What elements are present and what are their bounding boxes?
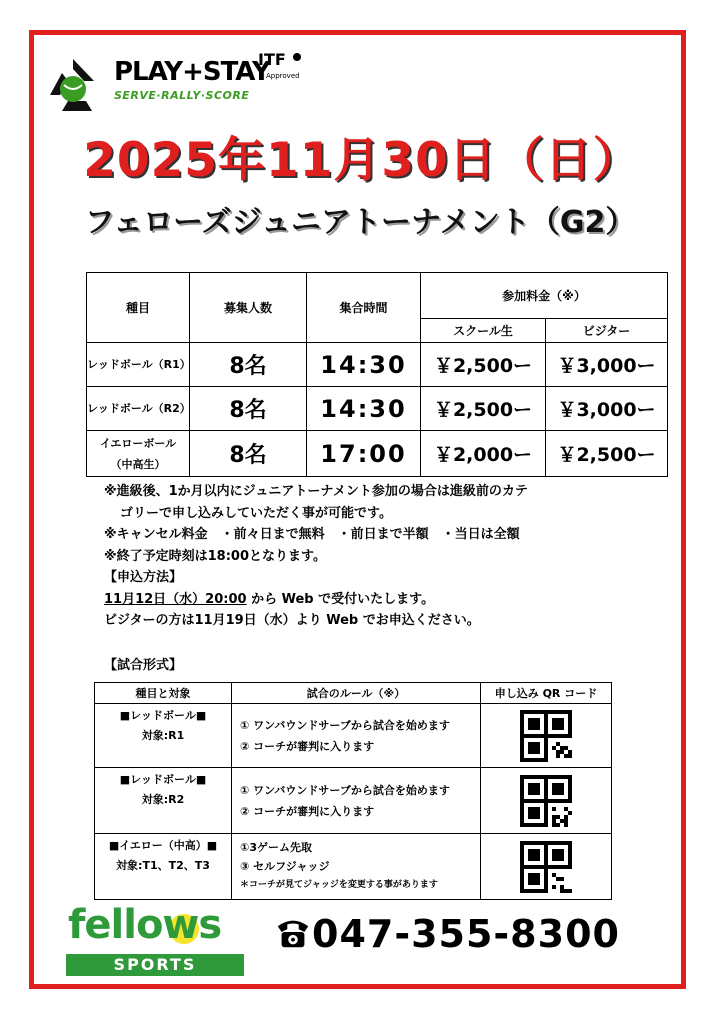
table-row xyxy=(95,768,612,834)
row-time: 14:30 xyxy=(307,387,421,431)
header-school: スクール生 xyxy=(421,319,546,343)
qr-code-icon[interactable] xyxy=(520,841,572,893)
row-capacity: 8名 xyxy=(190,431,307,477)
play-stay-mark-icon xyxy=(42,55,104,117)
match-format-table xyxy=(94,682,612,900)
apply-heading: 【申込方法】 xyxy=(104,570,183,585)
table-row xyxy=(87,387,668,431)
match-name: ■イエロー（中高）■ xyxy=(108,839,218,852)
header-fee: 参加料金（※） xyxy=(421,273,668,319)
apply-date: 11月12日（水）20:00 xyxy=(104,591,247,607)
match-format-heading: 【試合形式】 xyxy=(104,658,183,673)
note-line: ※終了予定時刻は18:00となります。 xyxy=(104,548,326,564)
header-qr: 申し込み QR コード xyxy=(481,683,612,704)
row-category-line2: （中高生） xyxy=(110,457,166,471)
apply-line xyxy=(104,589,664,611)
header-visitor: ビジター xyxy=(546,319,668,343)
brand-name: PLAY+STAY xyxy=(114,57,270,87)
entry-table xyxy=(86,272,668,477)
itf-approved: Approved xyxy=(266,72,300,80)
header-category: 種目 xyxy=(87,273,190,343)
itf-label: ITF xyxy=(258,50,286,69)
match-name: ■レッドボール■ xyxy=(119,709,207,722)
row-school-fee: ￥2,500ー xyxy=(421,343,546,387)
table-row xyxy=(87,343,668,387)
row-visitor-fee: ￥3,000ー xyxy=(546,387,668,431)
table-row xyxy=(87,431,668,477)
phone-number[interactable] xyxy=(274,912,620,956)
note-line: ゴリーで申し込みしていただく事が可能です。 xyxy=(120,505,392,521)
apply-rest: から Web で受付いたします。 xyxy=(246,591,435,607)
fellows-wordmark: fellows xyxy=(68,902,222,948)
row-school-fee: ￥2,500ー xyxy=(421,387,546,431)
event-title: フェローズジュニアトーナメント（G2） xyxy=(84,205,636,240)
row-category: レッドボール（R1） xyxy=(87,343,190,387)
match-rule: ① ワンバウンドサーブから試合を始めます xyxy=(240,718,450,732)
header-target: 種目と対象 xyxy=(95,683,232,704)
row-category: レッドボール（R2） xyxy=(87,387,190,431)
row-school-fee: ￥2,000ー xyxy=(421,431,546,477)
note-line: ※キャンセル料金 ・前々日まで無料 ・前日まで半額 ・当日は全額 xyxy=(104,527,520,542)
notes-block xyxy=(104,481,664,632)
qr-code-icon[interactable] xyxy=(520,710,572,762)
row-capacity: 8名 xyxy=(190,343,307,387)
row-visitor-fee: ￥3,000ー xyxy=(546,343,668,387)
fellows-sports-label: SPORTS xyxy=(66,954,244,976)
match-target: 対象:R2 xyxy=(141,793,185,806)
fellows-sports-logo xyxy=(66,902,246,974)
brand-tagline: SERVE·RALLY·SCORE xyxy=(114,89,250,102)
phone-text: 047-355-8300 xyxy=(312,912,620,956)
row-time: 17:00 xyxy=(307,431,421,477)
header-meeting-time: 集合時間 xyxy=(307,273,421,343)
itf-badge xyxy=(258,50,318,90)
row-time: 14:30 xyxy=(307,343,421,387)
note-line: ※進級後、1か月以内にジュニアトーナメント参加の場合は進級前のカテ xyxy=(104,484,528,499)
header-capacity: 募集人数 xyxy=(190,273,307,343)
event-date: 2025年11月30日（日） xyxy=(83,133,641,188)
match-rule: ② コーチが審判に入ります xyxy=(240,739,375,753)
qr-code-icon[interactable] xyxy=(520,775,572,827)
match-rule: ①3ゲーム先取 xyxy=(240,841,312,854)
match-rule: ② コーチが審判に入ります xyxy=(240,804,375,818)
table-row xyxy=(95,704,612,768)
telephone-icon xyxy=(274,913,312,951)
match-rule: ③ セルフジャッジ xyxy=(240,860,330,873)
match-rule-note: ＊コーチが見てジャッジを変更する事があります xyxy=(240,880,438,890)
match-rule: ① ワンバウンドサーブから試合を始めます xyxy=(240,783,450,797)
match-target: 対象:R1 xyxy=(141,729,185,742)
row-capacity: 8名 xyxy=(190,387,307,431)
itf-ball-icon xyxy=(292,52,302,62)
row-category xyxy=(87,431,190,477)
table-row xyxy=(95,834,612,900)
row-visitor-fee: ￥2,500ー xyxy=(546,431,668,477)
match-name: ■レッドボール■ xyxy=(119,773,207,786)
match-target: 対象:T1、T2、T3 xyxy=(116,859,210,872)
apply-visitor: ビジターの方は11月19日（水）より Web でお申込ください。 xyxy=(104,613,480,628)
row-category-line1: イエローボール xyxy=(99,436,177,450)
header-rules: 試合のルール（※） xyxy=(232,683,481,704)
